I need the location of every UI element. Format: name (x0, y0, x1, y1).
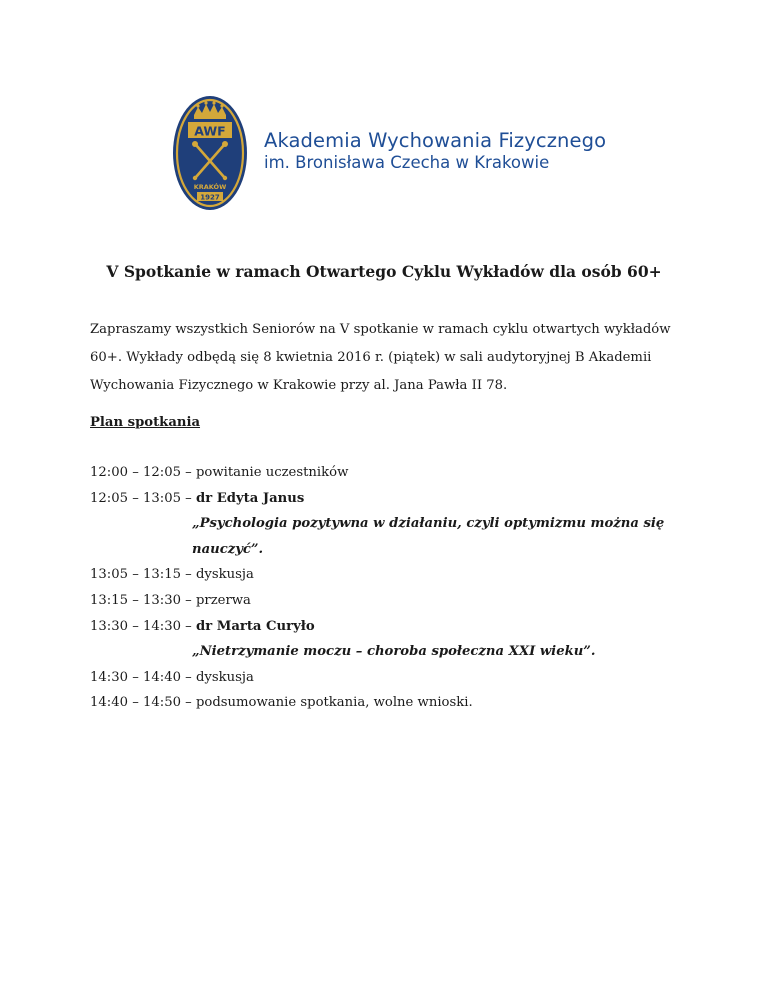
agenda-time: 14:40 – 14:50 – (90, 695, 196, 711)
agenda-text: powitanie uczestników (195, 465, 349, 480)
institution-name-line2: im. Bronisława Czecha w Krakowie (264, 152, 550, 172)
agenda-speaker: dr Edyta Janus (195, 490, 305, 506)
agenda-item (90, 614, 710, 640)
intro-line: 60+. Wykłady odbędą się 8 kwietnia 2016 r. (piątek) w sali audytoryjnej B Akademii (90, 350, 652, 365)
agenda-talk-title: nauczyć”. (192, 541, 264, 557)
intro-line: Zapraszamy wszystkich Seniorów na V spotkanie w ramach cyklu otwartych wykładów (90, 322, 671, 337)
agenda-time: 13:15 – 13:30 – (90, 592, 196, 608)
agenda-item (90, 486, 710, 512)
agenda-time: 14:30 – 14:40 – (90, 669, 196, 685)
plan-heading: Plan spotkania (90, 415, 201, 430)
document-title: V Spotkanie w ramach Otwartego Cyklu Wykładów dla osób 60+ (106, 262, 662, 281)
agenda-time: 13:05 – 13:15 – (90, 567, 196, 583)
agenda-item (90, 690, 710, 716)
agenda-text: przerwa (195, 592, 251, 608)
agenda-talk-title: „Nietrzymanie moczu – choroba społeczna XXI wieku”. (192, 644, 596, 660)
agenda-time: 13:30 – 14:30 – (90, 618, 196, 634)
agenda-item (90, 665, 710, 691)
logo-city-text: KRAKÓW (193, 183, 227, 191)
awf-logo (172, 95, 248, 211)
agenda-item (90, 460, 710, 486)
agenda-text: dyskusja (195, 669, 254, 685)
agenda-list (90, 460, 710, 716)
agenda-item (90, 562, 710, 588)
agenda-time: 12:00 – 12:05 – (90, 465, 196, 480)
institution-name (264, 131, 606, 171)
agenda-text: dyskusja (195, 567, 254, 583)
agenda-text: podsumowanie spotkania, wolne wnioski. (195, 695, 473, 711)
intro-line: Wychowania Fizycznego w Krakowie przy al. Jana Pawła II 78. (90, 378, 508, 393)
intro-paragraph (90, 316, 690, 400)
institution-name-line1: Akademia Wychowania Fizycznego (264, 129, 607, 152)
logo-year-text: 1927 (200, 193, 220, 202)
agenda-time: 12:05 – 13:05 – (90, 490, 196, 506)
logo-awf-text: AWF (194, 123, 226, 139)
agenda-talk-title: „Psychologia pozytywna w działaniu, czyli optymizmu można się (192, 516, 665, 532)
agenda-speaker: dr Marta Curyło (195, 618, 315, 634)
agenda-item (90, 588, 710, 614)
